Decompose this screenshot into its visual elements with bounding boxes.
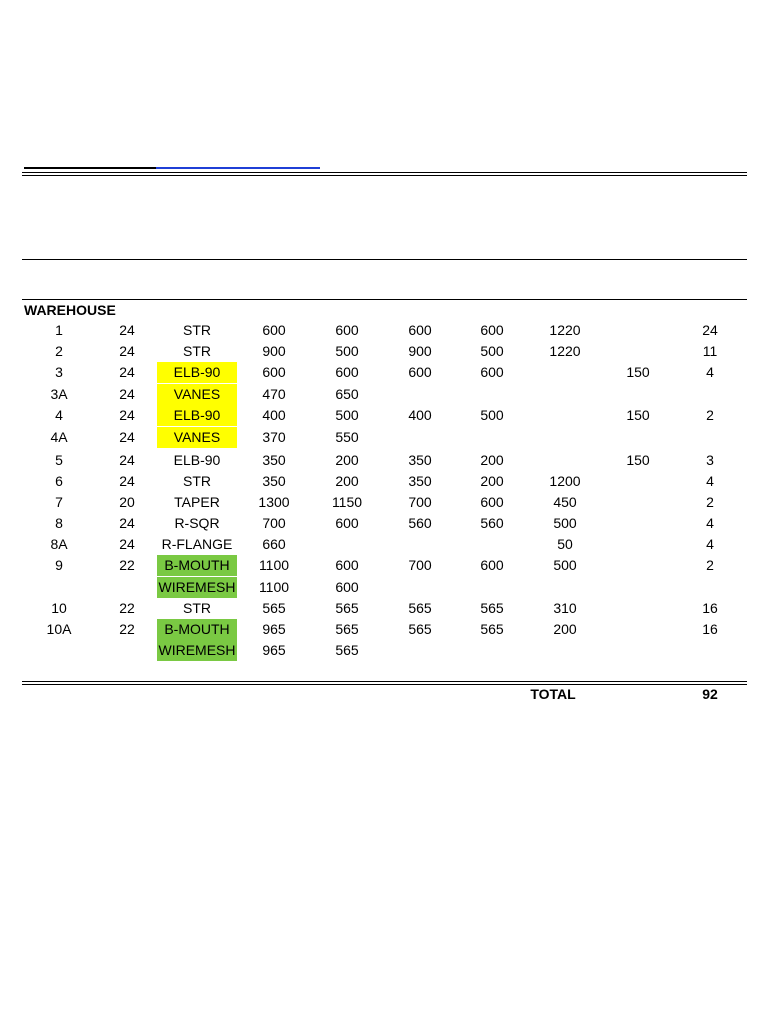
cell-length: 500 [553, 515, 577, 531]
cell-gauge: 24 [119, 473, 135, 489]
total-value: 92 [702, 686, 718, 702]
table-row [0, 598, 768, 619]
header-underline-link [156, 167, 320, 169]
table-row [0, 384, 768, 405]
table-row [0, 513, 768, 534]
cell-type: B-MOUTH [157, 619, 237, 640]
cell-dim-d: 200 [480, 452, 504, 468]
cell-dim-d: 560 [480, 515, 504, 531]
cell-length [535, 405, 595, 426]
table-row [0, 471, 768, 492]
cell-dim-a: 470 [262, 386, 286, 402]
cell-dim-b: 550 [335, 429, 359, 445]
cell-dim-c: 560 [408, 515, 432, 531]
cell-dim-a: 660 [262, 536, 286, 552]
cell-dim-b: 565 [335, 642, 359, 658]
cell-type: ELB-90 [173, 452, 221, 468]
cell-radius [610, 384, 666, 405]
cell-item: 8 [55, 515, 63, 531]
cell-radius [610, 555, 666, 576]
cell-qty [690, 427, 730, 448]
cell-radius [610, 534, 666, 555]
cell-radius: 150 [626, 364, 650, 380]
cell-dim-b: 600 [335, 557, 359, 573]
cell-item: 4A [50, 429, 68, 445]
cell-gauge: 24 [119, 343, 135, 359]
cell-length: 310 [553, 600, 577, 616]
cell-dim-c: 565 [408, 621, 432, 637]
section-title: WAREHOUSE [24, 302, 116, 318]
cell-radius [610, 513, 666, 534]
cell-dim-b: 200 [335, 452, 359, 468]
cell-radius [610, 598, 666, 619]
header-underline-black [24, 167, 156, 169]
cell-dim-b: 565 [335, 621, 359, 637]
cell-dim-b: 650 [335, 386, 359, 402]
cell-qty: 11 [702, 343, 718, 359]
cell-length [535, 427, 595, 448]
cell-item: 3 [55, 364, 63, 380]
table-row [0, 341, 768, 362]
cell-type: STR [183, 343, 211, 359]
cell-dim-a: 350 [262, 452, 286, 468]
cell-item: 4 [55, 407, 63, 423]
cell-dim-c: 900 [408, 343, 432, 359]
cell-qty: 3 [706, 452, 714, 468]
cell-radius [610, 577, 666, 598]
cell-qty [690, 577, 730, 598]
cell-qty: 16 [702, 600, 718, 616]
cell-item: 1 [55, 322, 63, 338]
cell-qty: 2 [706, 557, 714, 573]
cell-length: 1200 [549, 473, 581, 489]
cell-radius [610, 471, 666, 492]
cell-gauge: 24 [119, 536, 135, 552]
cell-type: R-FLANGE [161, 536, 233, 552]
cell-dim-d: 500 [480, 407, 504, 423]
cell-length: 450 [553, 494, 577, 510]
cell-length: 1220 [549, 322, 581, 338]
cell-gauge: 22 [119, 621, 135, 637]
divider-line [22, 259, 747, 260]
cell-dim-a: 1100 [258, 579, 290, 595]
cell-dim-a: 1100 [258, 557, 290, 573]
cell-radius [610, 492, 666, 513]
cell-item: 9 [55, 557, 63, 573]
cell-dim-d [465, 640, 519, 661]
table-row [0, 320, 768, 341]
cell-item: 7 [55, 494, 63, 510]
cell-dim-b: 600 [335, 515, 359, 531]
cell-radius [610, 341, 666, 362]
cell-gauge [107, 640, 147, 661]
cell-gauge [107, 577, 147, 598]
cell-dim-c: 600 [408, 322, 432, 338]
cell-length: 200 [553, 621, 577, 637]
cell-dim-a: 700 [262, 515, 286, 531]
cell-length: 50 [557, 536, 573, 552]
cell-type: STR [183, 322, 211, 338]
header-double-rule-top [22, 172, 747, 173]
cell-item: 10A [46, 621, 72, 637]
cell-length: 500 [553, 557, 577, 573]
cell-dim-b [320, 534, 374, 555]
cell-gauge: 24 [119, 386, 135, 402]
cell-dim-d: 200 [480, 473, 504, 489]
cell-type: R-SQR [174, 515, 220, 531]
table-bottom-rule-top [22, 681, 747, 682]
cell-length: 1220 [549, 343, 581, 359]
cell-dim-d: 565 [480, 621, 504, 637]
table-top-rule [22, 299, 747, 300]
cell-dim-b: 600 [335, 322, 359, 338]
cell-dim-c: 350 [408, 452, 432, 468]
cell-length [535, 384, 595, 405]
cell-type: WIREMESH [157, 577, 237, 598]
table-row [0, 534, 768, 555]
cell-length [535, 450, 595, 471]
total-label: TOTAL [530, 686, 576, 702]
table-row [0, 492, 768, 513]
cell-gauge: 22 [119, 600, 135, 616]
cell-qty: 4 [706, 473, 714, 489]
cell-dim-b: 600 [335, 579, 359, 595]
cell-dim-a: 900 [262, 343, 286, 359]
cell-type: WIREMESH [157, 640, 237, 661]
cell-type: VANES [157, 427, 237, 448]
header-double-rule-bottom [22, 175, 747, 176]
cell-qty: 2 [706, 494, 714, 510]
table-row [0, 640, 768, 661]
cell-type: STR [183, 473, 211, 489]
cell-dim-c: 400 [408, 407, 432, 423]
cell-dim-d [465, 577, 519, 598]
cell-type: ELB-90 [157, 362, 237, 383]
cell-dim-d [465, 534, 519, 555]
table-row [0, 362, 768, 383]
cell-gauge: 24 [119, 452, 135, 468]
cell-dim-c: 700 [408, 557, 432, 573]
cell-dim-c [393, 577, 447, 598]
cell-item: 6 [55, 473, 63, 489]
cell-gauge: 22 [119, 557, 135, 573]
cell-dim-c [393, 384, 447, 405]
cell-dim-d: 500 [480, 343, 504, 359]
cell-qty: 2 [706, 407, 714, 423]
cell-dim-a: 400 [262, 407, 286, 423]
cell-gauge: 24 [119, 322, 135, 338]
cell-gauge: 24 [119, 515, 135, 531]
cell-item: 2 [55, 343, 63, 359]
cell-type: ELB-90 [157, 405, 237, 426]
cell-dim-c [393, 640, 447, 661]
cell-type: STR [183, 600, 211, 616]
cell-dim-a: 370 [262, 429, 286, 445]
cell-gauge: 24 [119, 407, 135, 423]
table-row [0, 427, 768, 448]
cell-length [535, 362, 595, 383]
cell-item [35, 577, 83, 598]
cell-qty: 4 [706, 515, 714, 531]
cell-dim-b: 1150 [331, 494, 363, 510]
cell-qty [690, 384, 730, 405]
cell-item: 8A [50, 536, 68, 552]
cell-type: B-MOUTH [157, 555, 237, 576]
cell-type: TAPER [174, 494, 220, 510]
cell-length [535, 577, 595, 598]
cell-dim-d: 565 [480, 600, 504, 616]
cell-radius [610, 427, 666, 448]
table-row [0, 555, 768, 576]
cell-dim-a: 600 [262, 364, 286, 380]
cell-item: 5 [55, 452, 63, 468]
cell-type: VANES [157, 384, 237, 405]
cell-qty [690, 640, 730, 661]
cell-dim-a: 565 [262, 600, 286, 616]
cell-dim-b: 200 [335, 473, 359, 489]
cell-item [35, 640, 83, 661]
table-row [0, 577, 768, 598]
cell-dim-d: 600 [480, 557, 504, 573]
cell-dim-a: 600 [262, 322, 286, 338]
cell-dim-d [465, 427, 519, 448]
cell-dim-c [393, 534, 447, 555]
cell-dim-d: 600 [480, 494, 504, 510]
cell-qty: 24 [702, 322, 718, 338]
cell-dim-c: 700 [408, 494, 432, 510]
cell-dim-c: 565 [408, 600, 432, 616]
cell-item: 3A [50, 386, 68, 402]
cell-dim-c: 600 [408, 364, 432, 380]
table-row [0, 450, 768, 471]
cell-qty: 4 [706, 364, 714, 380]
cell-dim-b: 500 [335, 407, 359, 423]
cell-radius: 150 [626, 452, 650, 468]
cell-qty: 16 [702, 621, 718, 637]
cell-gauge: 20 [119, 494, 135, 510]
cell-dim-a: 965 [262, 621, 286, 637]
cell-radius: 150 [626, 407, 650, 423]
table-row [0, 619, 768, 640]
cell-qty: 4 [706, 536, 714, 552]
cell-dim-d: 600 [480, 322, 504, 338]
cell-dim-a: 350 [262, 473, 286, 489]
cell-gauge: 24 [119, 429, 135, 445]
cell-radius [610, 640, 666, 661]
cell-dim-b: 600 [335, 364, 359, 380]
cell-radius [610, 320, 666, 341]
cell-item: 10 [51, 600, 67, 616]
cell-dim-c: 350 [408, 473, 432, 489]
cell-length [535, 640, 595, 661]
total-row [0, 684, 768, 704]
cell-dim-b: 565 [335, 600, 359, 616]
cell-dim-b: 500 [335, 343, 359, 359]
cell-dim-a: 1300 [258, 494, 290, 510]
table-row [0, 405, 768, 426]
cell-dim-d: 600 [480, 364, 504, 380]
cell-radius [610, 619, 666, 640]
cell-dim-c [393, 427, 447, 448]
cell-dim-a: 965 [262, 642, 286, 658]
cell-gauge: 24 [119, 364, 135, 380]
cell-dim-d [465, 384, 519, 405]
